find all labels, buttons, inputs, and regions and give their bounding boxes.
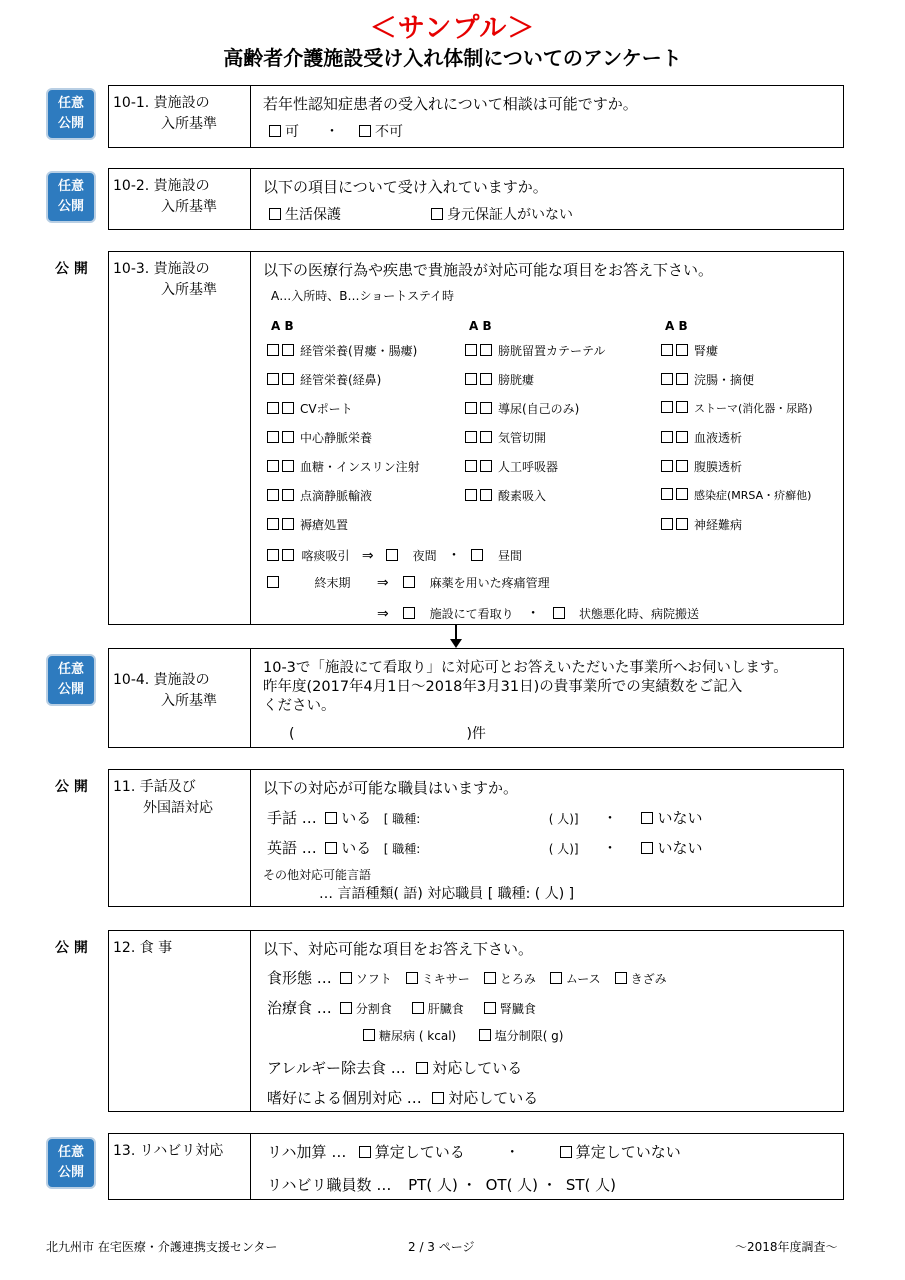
medical-item: 膀胱留置カテーテル <box>465 342 605 359</box>
question-text: 以下の項目について受け入れていますか。 <box>263 178 548 196</box>
option-item[interactable]: ムース <box>550 971 601 987</box>
section-category: 10-3. 貴施設の 入所基準 <box>109 252 251 624</box>
checkbox-b-icon[interactable] <box>480 373 492 385</box>
section-category: 10-1. 貴施設の 入所基準 <box>109 86 251 147</box>
section-10-3: 10-3. 貴施設の 入所基準 以下の医療行為や疾患で貴施設が対応可能な項目をお答え下さい。 A…入所時、B…ショートステイ時 A B A B A B 経管栄養(胃瘻・腸瘻) 経管栄養(経鼻) CVポート 中心静脈栄養 血糖・インスリン注射 点滴静脈輸液 褥瘡処置 膀胱留置カテーテル 膀胱瘻 導尿(自己のみ) 気管切開 人工呼吸器 酸素吸入 腎瘻 浣腸・摘便 ストーマ(消化器・尿路) 血液透析 腹膜透析 感染症(MRSA・疥癬他) 神経難病 喀痰吸引 ⇒ 夜間 ・ 昼間 終末期 ⇒ 麻薬を用いた疼痛管理 ⇒ 施設にて看取り ・ 状態悪化時、病院搬送 <box>108 251 844 625</box>
option-item[interactable]: 分割食 <box>340 1001 392 1017</box>
checkbox-b-icon[interactable] <box>282 431 294 443</box>
checkbox-a-icon[interactable] <box>661 518 673 530</box>
section-10-4: 10-4. 貴施設の 入所基準 10-3で「施設にて看取り」に対応可とお答えいただいた事業所へお伺いします。 昨年度(2017年4月1日～2018年3月31日)の貴事業所での実績数をご記入 ください。 ( )件 <box>108 648 844 748</box>
rehab-staff-row: リハビリ職員数 … PT( 人) ・ OT( 人) ・ ST( 人) <box>267 1176 617 1194</box>
checkbox-b-icon[interactable] <box>676 401 688 413</box>
other-language-row: … 言語種類( 語) 対応職員 [ 職種: ( 人) ] <box>319 886 575 902</box>
checkbox-b-icon[interactable] <box>282 373 294 385</box>
checkbox-icon[interactable] <box>340 972 352 984</box>
checkbox-icon[interactable] <box>267 576 279 588</box>
section-category: 10-2. 貴施設の 入所基準 <box>109 169 251 229</box>
section-12: 12. 食 事 以下、対応可能な項目をお答え下さい。 食形態 … ソフト ミキサー とろみ ムース きざみ 治療食 … 分割食 肝臓食 腎臓食 糖尿病 ( kcal) 塩分制限( g) アレルギー除去食 … 対応している 嗜好による個別対応 … 対応している <box>108 930 844 1112</box>
checkbox-b-icon[interactable] <box>282 518 294 530</box>
medical-item: 酸素吸入 <box>465 487 546 504</box>
medical-item: 中心静脈栄養 <box>267 429 372 446</box>
checkbox-a-icon[interactable] <box>267 549 279 561</box>
count-field[interactable]: ( )件 <box>289 726 486 742</box>
page-number: 2 / 3 ページ <box>408 1240 475 1254</box>
checkbox-a-icon[interactable] <box>465 460 477 472</box>
checkbox-icon[interactable] <box>553 607 565 619</box>
checkbox-icon[interactable] <box>403 576 415 588</box>
preference-row: 嗜好による個別対応 … 対応している <box>267 1089 539 1107</box>
medical-item: 人工呼吸器 <box>465 458 558 475</box>
medical-item: 膀胱瘻 <box>465 371 534 388</box>
option-item[interactable]: 腎臓食 <box>484 1001 536 1017</box>
checkbox-icon[interactable] <box>471 549 483 561</box>
footer-organization: 北九州市 在宅医療・介護連携支援センター <box>46 1240 278 1254</box>
checkbox-icon[interactable] <box>615 972 627 984</box>
checkbox-b-icon[interactable] <box>282 460 294 472</box>
mitori-row: ⇒ 施設にて看取り ・ 状態悪化時、病院搬送 <box>377 606 700 622</box>
therapy-row-2: 糖尿病 ( kcal) 塩分制限( g) <box>363 1027 563 1044</box>
checkbox-a-icon[interactable] <box>465 373 477 385</box>
medical-item: 点滴静脈輸液 <box>267 487 372 504</box>
checkbox-icon[interactable] <box>359 1146 371 1158</box>
checkbox-b-icon[interactable] <box>282 549 294 561</box>
checkbox-a-icon[interactable] <box>267 460 279 472</box>
checkbox-a-icon[interactable] <box>661 431 673 443</box>
checkbox-a-icon[interactable] <box>465 489 477 501</box>
checkbox-icon[interactable] <box>340 1002 352 1014</box>
checkbox-a-icon[interactable] <box>661 344 673 356</box>
checkbox-a-icon[interactable] <box>661 373 673 385</box>
checkbox-icon[interactable] <box>560 1146 572 1158</box>
medical-item: 感染症(MRSA・疥癬他) <box>661 487 811 503</box>
option-item[interactable]: とろみ <box>484 971 536 987</box>
option-item[interactable]: ソフト <box>340 971 392 987</box>
section-11: 11. 手話及び 外国語対応 以下の対応が可能な職員はいますか。 手話 … いる [ 職種: ( 人)] ・ いない 英語 … いる [ 職種: ( 人)] ・ いない その他対応可能言語 … 言語種類( 語) 対応職員 [ 職種: ( 人) ] <box>108 769 844 907</box>
checkbox-icon[interactable] <box>412 1002 424 1014</box>
medical-item: CVポート <box>267 400 353 417</box>
medical-item: 経管栄養(経鼻) <box>267 371 381 388</box>
optional-public-badge: 任意 公開 <box>46 1137 96 1189</box>
checkbox-b-icon[interactable] <box>676 488 688 500</box>
medical-item: 気管切開 <box>465 429 546 446</box>
optional-public-badge: 任意 公開 <box>46 171 96 223</box>
terminal-row: 終末期 ⇒ 麻薬を用いた疼痛管理 <box>267 574 550 591</box>
checkbox-a-icon[interactable] <box>661 401 673 413</box>
checkbox-icon[interactable] <box>325 812 337 824</box>
checkbox-b-icon[interactable] <box>480 489 492 501</box>
question-text: 若年性認知症患者の受入れについて相談は可能ですか。 <box>263 95 638 113</box>
checkbox-a-icon[interactable] <box>267 373 279 385</box>
section-category: 12. 食 事 <box>109 931 251 1111</box>
checkbox-a-icon[interactable] <box>465 431 477 443</box>
option-item[interactable]: きざみ <box>615 971 667 987</box>
option-item[interactable]: 肝臓食 <box>412 1001 464 1017</box>
checkbox-b-icon[interactable] <box>676 460 688 472</box>
checkbox-b-icon[interactable] <box>676 431 688 443</box>
medical-item: 血液透析 <box>661 429 742 446</box>
checkbox-icon[interactable] <box>325 842 337 854</box>
question-text: 以下の医療行為や疾患で貴施設が対応可能な項目をお答え下さい。 <box>263 261 714 279</box>
checkbox-b-icon[interactable] <box>676 373 688 385</box>
rehab-addition-row: リハ加算 … 算定している ・ 算定していない <box>267 1143 681 1161</box>
option-item[interactable]: ミキサー <box>406 971 470 987</box>
page-title: 高齢者介護施設受け入れ体制についてのアンケート <box>223 46 682 70</box>
checkbox-icon[interactable] <box>641 812 653 824</box>
checkbox-b-icon[interactable] <box>480 460 492 472</box>
footer-survey-year: ～2018年度調査～ <box>735 1240 838 1254</box>
section-category: 13. リハビリ対応 <box>109 1134 251 1199</box>
checkbox-icon[interactable] <box>484 1002 496 1014</box>
public-label: 公 開 <box>55 940 88 956</box>
medical-item: 神経難病 <box>661 516 742 533</box>
section-10-1: 10-1. 貴施設の 入所基準 若年性認知症患者の受入れについて相談は可能ですか。 可 ・ 不可 <box>108 85 844 148</box>
checkbox-b-icon[interactable] <box>282 402 294 414</box>
allergy-row: アレルギー除去食 … 対応している <box>267 1059 523 1077</box>
food-form-row: 食形態 … ソフト ミキサー とろみ ムース きざみ <box>267 969 667 987</box>
public-label: 公 開 <box>55 779 88 795</box>
section-10-2 <box>108 168 844 230</box>
checkbox-a-icon[interactable] <box>267 344 279 356</box>
section-category: 10-4. 貴施設の 入所基準 <box>109 649 251 747</box>
checkbox-b-icon[interactable] <box>480 431 492 443</box>
checkbox-b-icon[interactable] <box>480 344 492 356</box>
checkbox-icon[interactable] <box>269 208 281 220</box>
checkbox-a-icon[interactable] <box>267 489 279 501</box>
medical-item: ストーマ(消化器・尿路) <box>661 400 813 416</box>
checkbox-icon[interactable] <box>386 549 398 561</box>
checkbox-icon[interactable] <box>406 972 418 984</box>
checkbox-icon[interactable] <box>269 125 281 137</box>
option-no-guarantor[interactable]: 身元保証人がいない <box>431 204 573 224</box>
suction-row: 喀痰吸引 ⇒ 夜間 ・ 昼間 <box>267 545 522 565</box>
option-yes[interactable]: 可 <box>269 121 299 141</box>
checkbox-b-icon[interactable] <box>282 489 294 501</box>
checkbox-a-icon[interactable] <box>267 431 279 443</box>
checkbox-a-icon[interactable] <box>465 402 477 414</box>
checkbox-a-icon[interactable] <box>661 460 673 472</box>
medical-item: 腎瘻 <box>661 342 718 359</box>
checkbox-icon[interactable] <box>484 972 496 984</box>
optional-public-badge: 任意 公開 <box>46 88 96 140</box>
medical-item: 導尿(自己のみ) <box>465 400 579 417</box>
checkbox-b-icon[interactable] <box>676 518 688 530</box>
checkbox-icon[interactable] <box>403 607 415 619</box>
checkbox-a-icon[interactable] <box>267 518 279 530</box>
legend-text: A…入所時、B…ショートステイ時 <box>271 289 455 303</box>
checkbox-icon[interactable] <box>431 208 443 220</box>
checkbox-a-icon[interactable] <box>465 344 477 356</box>
checkbox-b-icon[interactable] <box>282 344 294 356</box>
checkbox-icon[interactable] <box>641 842 653 854</box>
option-no[interactable]: 不可 <box>359 121 403 141</box>
public-label: 公 開 <box>55 261 88 277</box>
checkbox-icon[interactable] <box>363 1029 375 1041</box>
medical-item: 血糖・インスリン注射 <box>267 458 420 475</box>
medical-item: 浣腸・摘便 <box>661 371 754 388</box>
medical-item: 腹膜透析 <box>661 458 742 475</box>
checkbox-b-icon[interactable] <box>480 402 492 414</box>
checkbox-a-icon[interactable] <box>267 402 279 414</box>
checkbox-icon[interactable] <box>479 1029 491 1041</box>
medical-item: 褥瘡処置 <box>267 516 348 533</box>
checkbox-icon[interactable] <box>550 972 562 984</box>
checkbox-b-icon[interactable] <box>676 344 688 356</box>
sign-language-row: 手話 … いる [ 職種: ( 人)] ・ いない <box>267 809 703 827</box>
section-13 <box>108 1133 844 1200</box>
checkbox-icon[interactable] <box>359 125 371 137</box>
down-arrow-icon <box>448 625 464 649</box>
sample-label: ＜サンプル＞ <box>369 13 536 44</box>
checkbox-icon[interactable] <box>416 1062 428 1074</box>
english-row: 英語 … いる [ 職種: ( 人)] ・ いない <box>267 839 703 857</box>
checkbox-icon[interactable] <box>432 1092 444 1104</box>
optional-public-badge: 任意 公開 <box>46 654 96 706</box>
medical-item: 経管栄養(胃瘻・腸瘻) <box>267 342 417 359</box>
checkbox-a-icon[interactable] <box>661 488 673 500</box>
option-welfare[interactable]: 生活保護 <box>269 204 341 224</box>
section-category: 11. 手話及び 外国語対応 <box>109 770 251 906</box>
therapy-row: 治療食 … 分割食 肝臓食 腎臓食 <box>267 999 536 1017</box>
